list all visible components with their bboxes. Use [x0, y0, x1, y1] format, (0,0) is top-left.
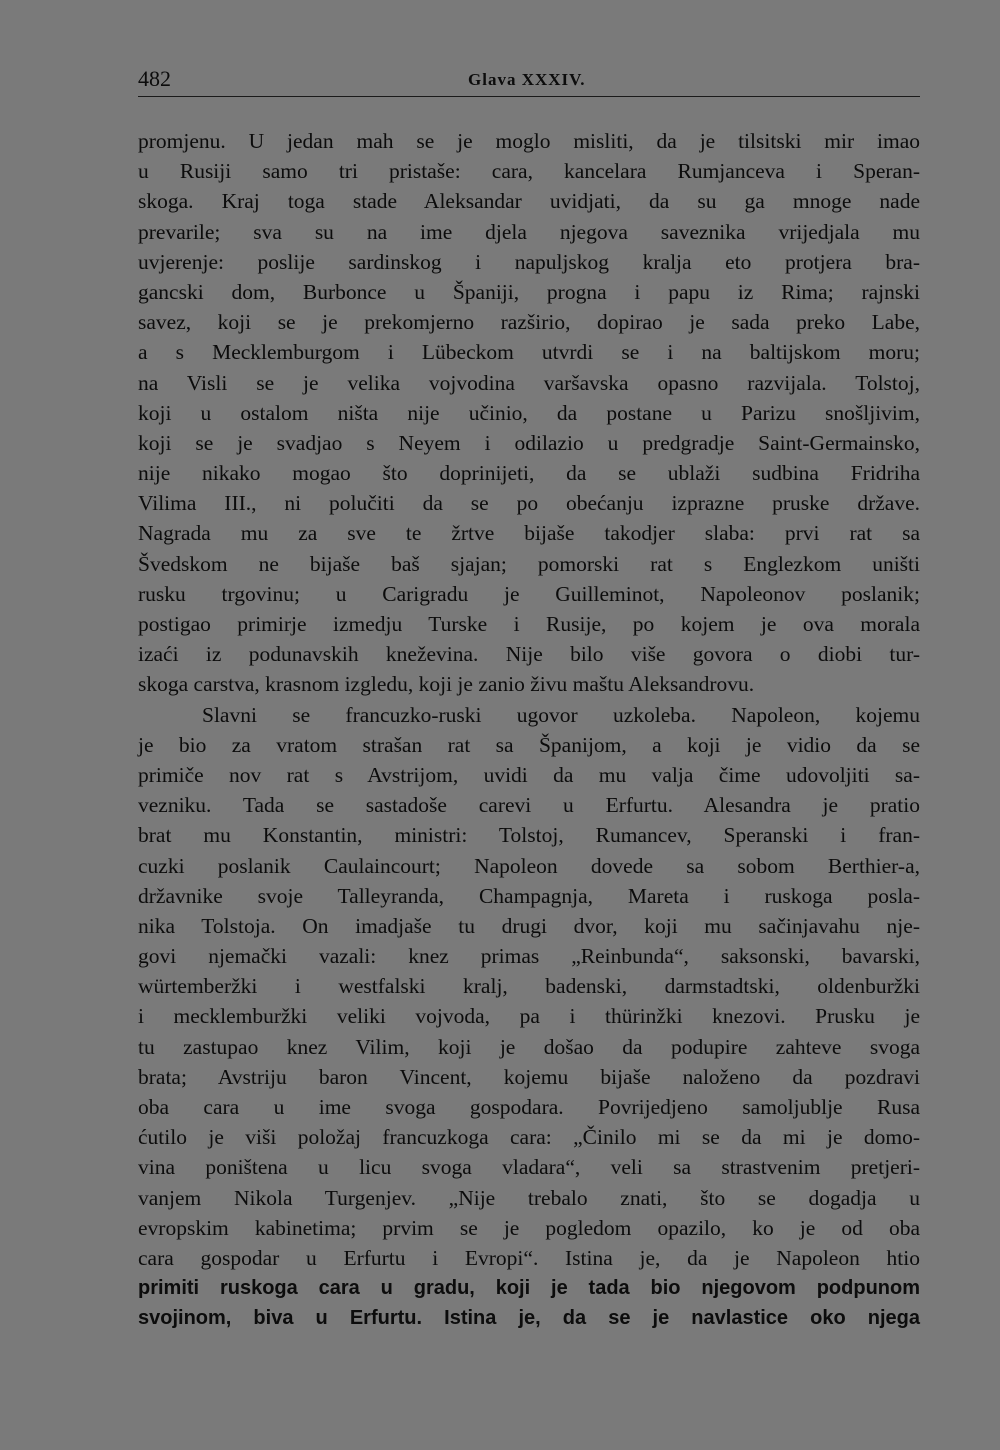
text-line: Vilima III., ni polučiti da se po obećanju izprazne pruske države. [138, 491, 920, 516]
text-line: vina poništena u licu svoga vladara“, veli sa strastvenim pretjeri- [138, 1155, 920, 1180]
text-line: tu zastupao knez Vilim, koji je došao da podupire zahteve svoga [138, 1034, 920, 1059]
text-line: u Rusiji samo tri pristaše: cara, kancelara Rumjanceva i Speran- [138, 159, 920, 184]
text-line: prevarile; sva su na ime djela njegova saveznika vrijedjala mu [138, 219, 920, 244]
text-line: skoga. Kraj toga stade Aleksandar uvidjati, da su ga mnoge nade [138, 189, 920, 214]
chapter-running-head: Glava XXXIV. [468, 70, 586, 89]
text-line: oba cara u ime svoga gospodara. Povrijedjeno samoljublje Rusa [138, 1095, 920, 1119]
text-line: i mecklemburžki veliki vojvoda, pa i thürinžki knezovi. Prusku je [138, 1004, 920, 1029]
text-line: Nagrada mu za sve te žrtve bijaše takodjer slaba: prvi rat sa [138, 521, 920, 546]
text-line: evropskim kabinetima; prvim se je pogledom opazilo, ko je od oba [138, 1215, 920, 1240]
text-line: uvjerenje: poslije sardinskog i napuljskog kralja eto protjera bra- [138, 249, 920, 274]
text-line: koji u ostalom ništa nije učinio, da postane u Parizu snošljivim, [138, 400, 920, 425]
text-line: cara gospodar u Erfurtu i Evropi“. Istina je, da je Napoleon htio [138, 1245, 920, 1270]
text-line: gancski dom, Burbonce u Španiji, progna i papu iz Rima; rajnski [138, 279, 920, 304]
text-line: vanjem Nikola Turgenjev. „Nije trebalo znati, što se dogadja u [138, 1185, 920, 1210]
text-line: promjenu. U jedan mah se je moglo misliti, da je tilsitski mir imao [138, 129, 920, 153]
text-line: postigao primirje izmedju Turske i Rusije, po kojem je ova morala [138, 612, 920, 636]
text-line: savez, koji se je prekomjerno razširio, dopirao je sada preko Labe, [138, 310, 920, 335]
page-number: 482 [138, 66, 171, 91]
text-line: nika Tolstoja. On imadjaše tu drugi dvor, koji mu sačinjavahu nje- [138, 913, 920, 938]
text-line: brat mu Konstantin, ministri: Tolstoj, Rumancev, Speranski i fran- [138, 823, 920, 848]
text-line: ćutilo je viši položaj francuzkoga cara: „Činilo mi se da mi je domo- [138, 1125, 920, 1150]
text-line: svojinom, biva u Erfurtu. Istina je, da se je navlastice oko njega [138, 1307, 920, 1330]
text-line: Švedskom ne bijaše baš sjajan; pomorski rat s Englezkom uništi [138, 551, 920, 576]
text-line: rusku trgovinu; u Carigradu je Guilleminot, Napoleonov poslanik; [138, 581, 920, 606]
text-line: a s Mecklemburgom i Lübeckom utvrdi se i na baltijskom moru; [138, 340, 920, 365]
page-header [138, 66, 920, 97]
text-line: primiti ruskoga cara u gradu, koji je tada bio njegovom podpunom [138, 1277, 920, 1300]
text-line: nije nikako mogao što doprinijeti, da se ublaži sudbina Fridriha [138, 461, 920, 486]
body-text [138, 126, 920, 1334]
text-line: vezniku. Tada se sastadoše carevi u Erfurtu. Alesandra je pratio [138, 793, 920, 818]
text-line: brata; Avstriju baron Vincent, kojemu bijaše naloženo da pozdravi [138, 1064, 920, 1089]
text-line: primiče nov rat s Avstrijom, uvidi da mu valja čime udovoljiti sa- [138, 762, 920, 787]
text-line: izaći iz podunavskih kneževina. Nije bilo više govora o diobi tur- [138, 642, 920, 667]
text-line: državnike svoje Talleyranda, Champagnja, Mareta i ruskoga posla- [138, 883, 920, 908]
text-line: je bio za vratom strašan rat sa Španijom, a koji je vidio da se [138, 732, 920, 757]
text-line: Slavni se francuzko-ruski ugovor uzkoleba. Napoleon, kojemu [202, 702, 920, 727]
text-line: skoga carstva, krasnom izgledu, koji je zanio živu maštu Aleksandrovu. [138, 672, 755, 697]
text-line: cuzki poslanik Caulaincourt; Napoleon dovede sa sobom Berthier-a, [138, 853, 920, 878]
text-line: govi njemački vazali: knez primas „Reinbunda“, saksonski, bavarski, [138, 944, 920, 969]
text-line: würtemberžki i westfalski kralj, badenski, darmstadtski, oldenburžki [138, 974, 920, 999]
text-line: koji se je svadjao s Neyem i odilazio u predgradje Saint-Germainsko, [138, 430, 920, 455]
text-line: na Visli se je velika vojvodina varšavska opasno razvijala. Tolstoj, [138, 370, 920, 395]
